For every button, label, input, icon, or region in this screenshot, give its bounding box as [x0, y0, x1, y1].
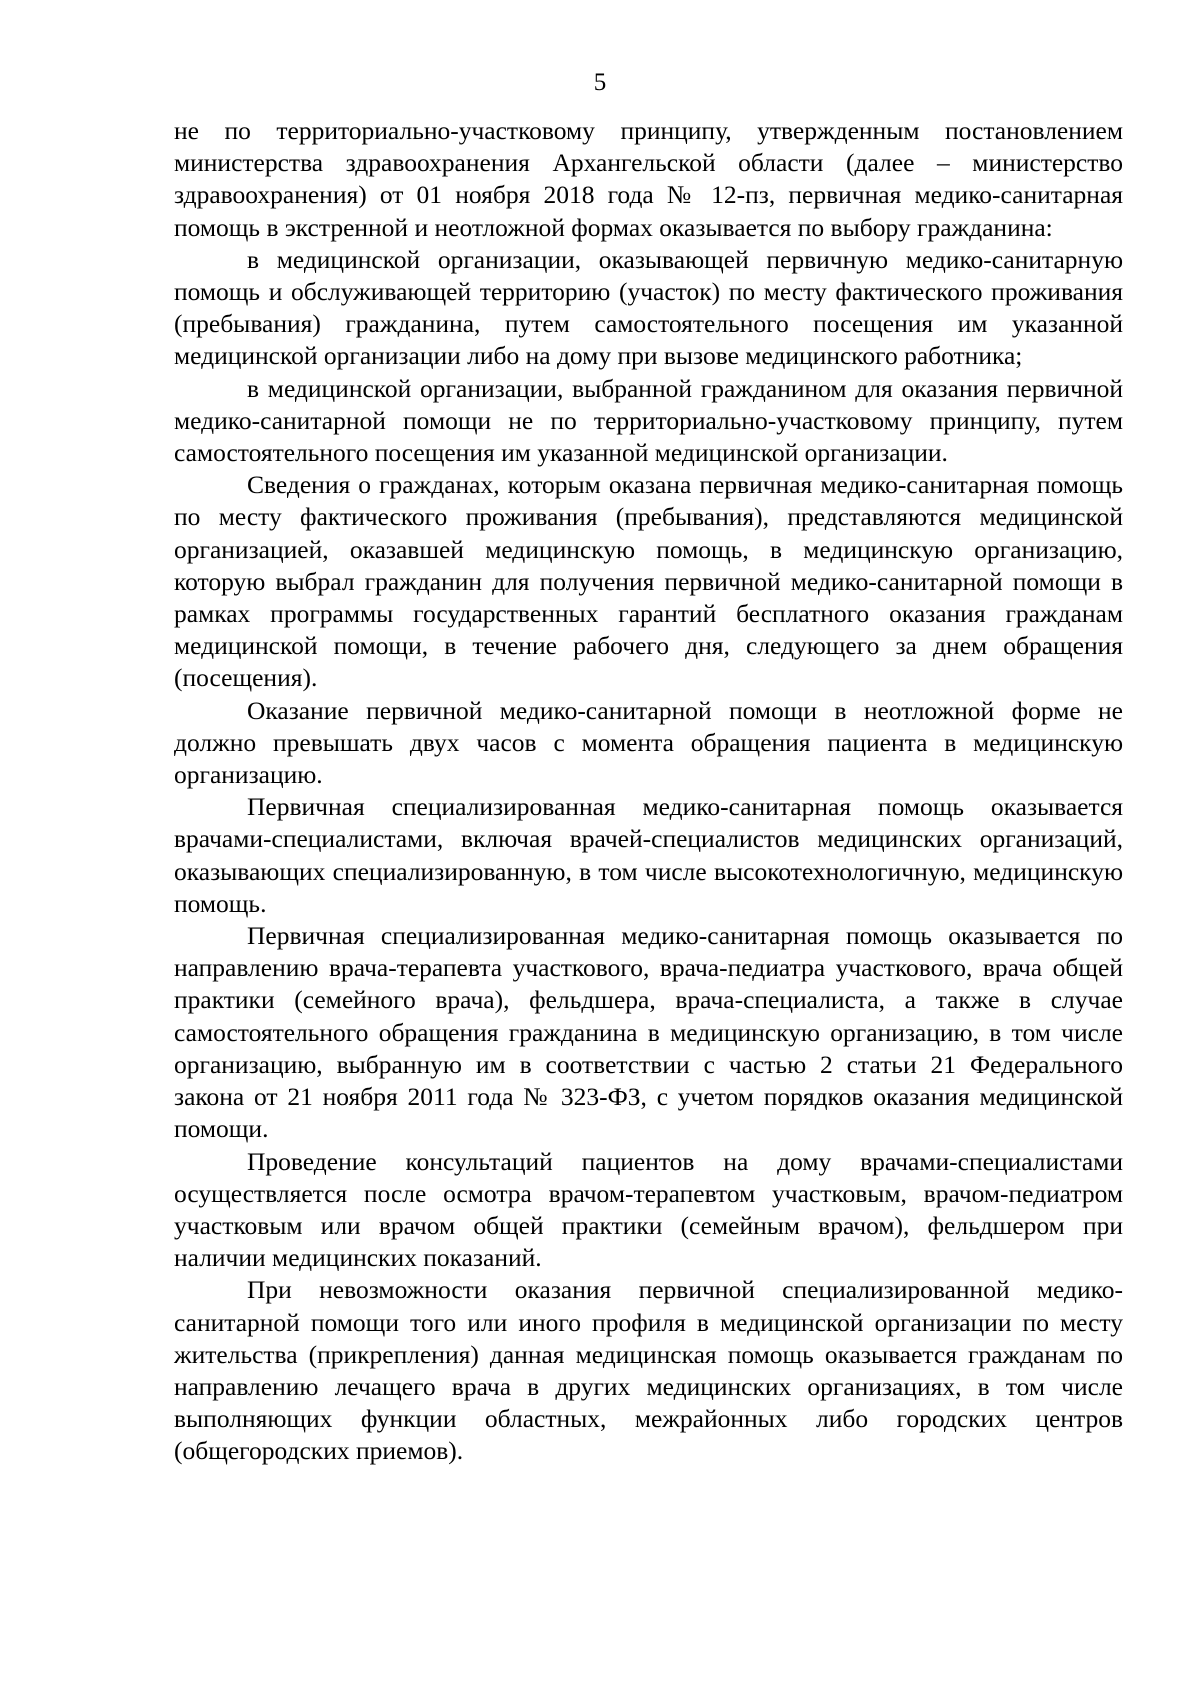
paragraph: Проведение консультаций пациентов на дому врачами-специалистами осуществляется после осмотра врачом-терапевтом участковым, врачом-педиатром участковым или врачом общей практики (семейным врачом), фельдшером при наличии медицинских показаний.: [174, 1146, 1123, 1273]
paragraph: Первичная специализированная медико-санитарная помощь оказывается врачами-специалистами, включая врачей-специалистов медицинских организаций, оказывающих специализированную, в том числе высокотехнологичную, медицинскую помощь.: [174, 792, 1123, 918]
paragraph: в медицинской организации, выбранной гражданином для оказания первичной медико-санитарной помощи не по территориально-участковому принципу, путем самостоятельного посещения им указанной медицинской организации.: [174, 373, 1123, 468]
paragraph: Первичная специализированная медико-санитарная помощь оказывается по направлению врача-терапевта участкового, врача-педиатра участкового, врача общей практики (семейного врача), фельдшера, врача-специалиста, а также в случае самостоятельного обращения гражданина в медицинскую организацию, в том числе организацию, выбранную им в соответствии с частью 2 статьи 21 Федерального закона от 21 ноября 2011 года № 323-ФЗ, с учетом порядков оказания медицинской помощи.: [174, 921, 1123, 1144]
paragraph: Сведения о гражданах, которым оказана первичная медико-санитарная помощь по месту фактического проживания (пребывания), представляются медицинской организацией, оказавшей медицинскую помощь, в медицинскую организацию, которую выбрал гражданин для получения первичной медико-санитарной помощи в рамках программы государственных гарантий бесплатного оказания гражданам медицинской помощи, в течение рабочего дня, следующего за днем обращения (посещения).: [174, 470, 1123, 693]
document-body: [174, 115, 1123, 1468]
paragraph: в медицинской организации, оказывающей первичную медико-санитарную помощь и обслуживающей территорию (участок) по месту фактического проживания (пребывания) гражданина, путем самостоятельного посещения им указанной медицинской организации либо на дому при вызове медицинского работника;: [174, 244, 1123, 371]
paragraph: не по территориально-участковому принципу, утвержденным постановлением министерства здравоохранения Архангельской области (далее – министерство здравоохранения) от 01 ноября 2018 года № 12-пз, первичная медико-санитарная помощь в экстренной и неотложной формах оказывается по выбору гражданина:: [174, 116, 1123, 242]
paragraph: Оказание первичной медико-санитарной помощи в неотложной форме не должно превышать двух часов с момента обращения пациента в медицинскую организацию.: [174, 695, 1123, 790]
page-number: 5: [593, 69, 607, 96]
paragraph: При невозможности оказания первичной специализированной медико-санитарной помощи того или иного профиля в медицинской организации по месту жительства (прикрепления) данная медицинская помощь оказывается гражданам по направлению лечащего врача в других медицинских организациях, в том числе выполняющих функции областных, межрайонных либо городских центров (общегородских приемов).: [174, 1275, 1123, 1466]
